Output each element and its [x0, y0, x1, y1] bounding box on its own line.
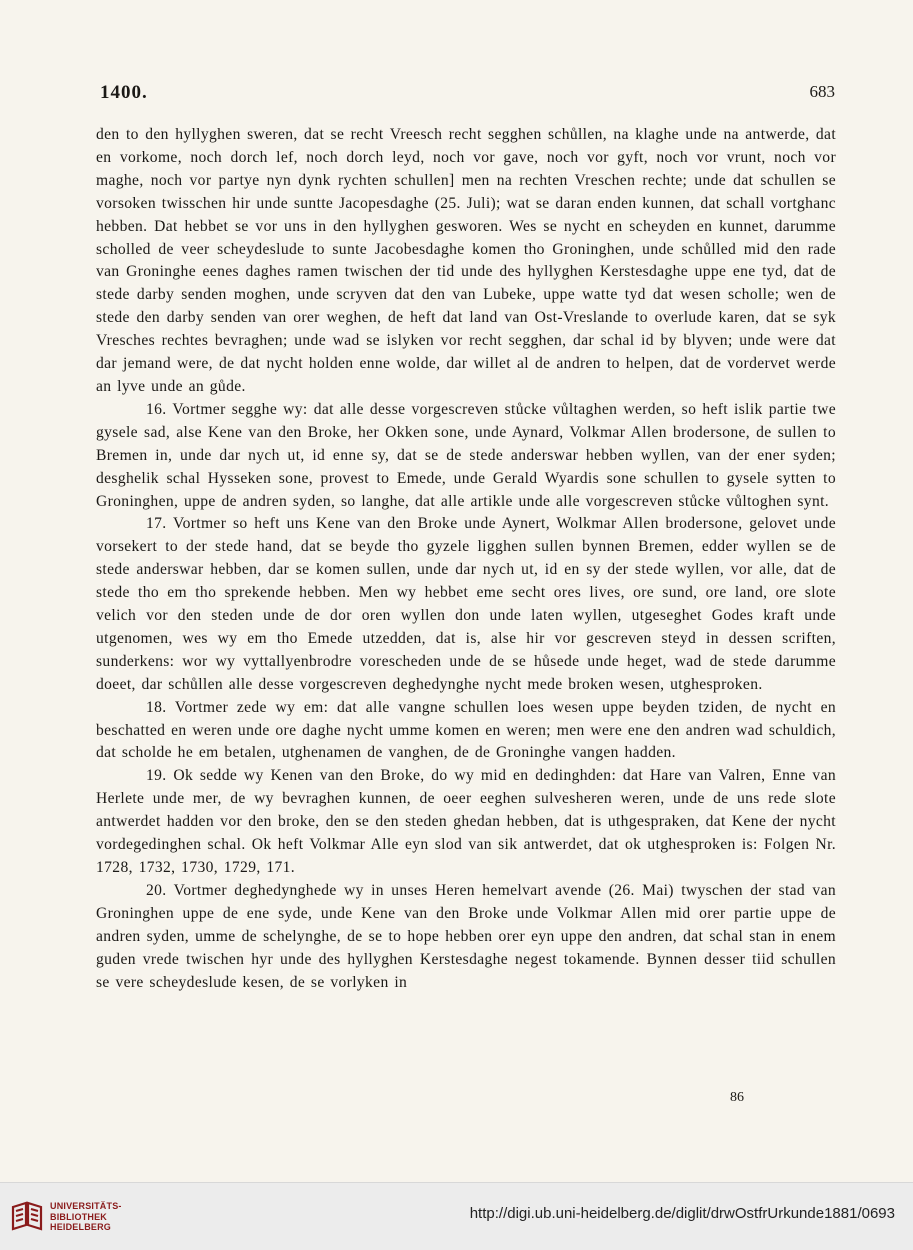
library-name-line: BIBLIOTHEK	[50, 1211, 107, 1222]
paragraph-19: 19. Ok sedde wy Kenen van den Broke, do wy mid en dedinghden: dat Hare van Valren, Enne van Herlete unde mer, de wy bevraghen kunnen, de oeer eeghen sulvesheren weren, unde de uns rede slote antwerdet hadden vor den broke, den se den steden ghedan hebben, dat is uthgespraken, dat Kene der nycht vordegedinghen schal. Ok heft Volkmar Alle eyn slod van sik antwerdet, dat ok utghesproken is: Folgen Nr. 1728, 1732, 1730, 1729, 171.	[96, 767, 836, 876]
signature-mark: 86	[730, 1090, 744, 1105]
page-number: 683	[809, 82, 835, 101]
paragraph-17: 17. Vortmer so heft uns Kene van den Broke unde Aynert, Wolkmar Allen brodersone, gelovet unde vorsekert to der stede hand, dat se beyde tho gyzele ligghen sullen bynnen Bremen, edder wyllen se de stede anderswar hebben, dar se komen sullen, unde dar nych ut, id en sy der stede wyllen, vor alle, dat de stede tho em tho sprekende hebben. Men wy hebbet eme secht ores lives, ore sund, ore land, ore slote velich vor den steden unde de dor oren wyllen don unde laten wyllen, utgeseghet Godes kraft unde utgenomen, wes wy em tho Emede utzedden, dat is, alse hir vor gescreven steyd in dessen scriften, sunderkens: wor wy vyttallyenbrodre vorescheden unde de se hůsede unde heget, wad de stede darumme doeet, dar schůllen alle desse vorgescreven deghedynghe nycht mede broken wesen, utghesproken.	[96, 515, 836, 693]
library-name	[50, 1201, 122, 1233]
paragraph-16: 16. Vortmer segghe wy: dat alle desse vorgescreven stůcke vůltaghen werden, so heft islik partie twe gysele sad, alse Kene van den Broke, her Okken sone, unde Aynard, Volkmar Allen brodersone, de sullen to Bremen in, unde dar nych ut, id enne sy, dat se de stede anderswar hebben wyllen, van der ener syden; desghelik schal Hysseken sone, provest to Emede, unde Gerald Wyardis sone schullen to gysele sytten to Groninghen, uppe de andren syden, so langhe, dat alle artikle unde alle vorgescreven stůcke vůltoghen synt.	[96, 400, 836, 510]
paragraph: den to den hyllyghen sweren, dat se recht Vreesch recht segghen schůllen, na klaghe unde na antwerde, dat en vorkome, noch dorch lef, noch dorch leyd, noch vor gave, noch vor gyft, noch vor vrunt, noch vor maghe, noch vor partye nyn dynk rychten schullen] men na rechten Vreschen rechte; unde dat schullen se vorsoken twisschen hir unde suntte Jacopesdaghe (25. Juli); wat se daran enden kunnen, dat schall vortghanc hebben. Dat hebbet se vor uns in den hyllyghen gesworen. Wes se nycht en scheyden en kunnet, darumme scholled de veer scheydeslude to sunte Jacobesdaghe komen tho Groninghen, unde schůlled mid den rade van Groninghe eenes daghes ramen twischen der tid unde des hyllyghen Kerstesdaghe uppe ene tyd, dat de stede darby senden moghen, unde scryven dat den van Lubeke, uppe watte tyd dat wesen scholle; wen de stede den darby senden van orer weghen, de heft dat land van Ost-Vreslande to overlude karen, dat se syk Vresches rechtes bevraghen; unde wad se islyken vor recht segghen, dar schal id by blyven; unde were dat dar jemand were, de dat nycht holden enne wolde, dar willet al de andren to helpen, dat de vordervet werde an lyve unde an gůde.	[96, 126, 836, 395]
body-text	[96, 124, 836, 994]
library-name-line: UNIVERSITÄTS-	[50, 1201, 122, 1211]
footer-bar	[0, 1182, 913, 1250]
year-heading: 1400.	[100, 82, 148, 103]
paragraph-18: 18. Vortmer zede wy em: dat alle vangne schullen loes wesen uppe beyden tziden, de nycht en beschatted en weren unde ore daghe nycht umme komen en weren; men were ene den andren wad schuldich, dat scholde he em betalen, utghenamen de vanghen, de de Groninghe vangen hadden.	[96, 698, 836, 762]
page-header	[100, 82, 835, 108]
paragraph-20: 20. Vortmer deghedynghede wy in unses Heren hemelvart avende (26. Mai) twyschen der stad van Groninghen uppe de ene syde, unde Kene van den Broke unde Volkmar Allen mid orer partie uppe de andren syden, umme de schelynghe, de se to hope hebben orer eyn uppe den andren, dat schal stan in enem guden vrede twischen hyr unde des hyllyghen Kerstesdaghe negest tokamende. Bynnen desser tiid schullen se vere scheydeslude kesen, de se vorlyken in	[96, 881, 836, 991]
library-name-line: HEIDELBERG	[50, 1222, 112, 1232]
library-logo-icon	[10, 1199, 44, 1233]
library-logo[interactable]	[10, 1197, 130, 1237]
source-url-link[interactable]: http://digi.ub.uni-heidelberg.de/diglit/drwOstfrUrkunde1881/0693	[469, 1205, 895, 1222]
